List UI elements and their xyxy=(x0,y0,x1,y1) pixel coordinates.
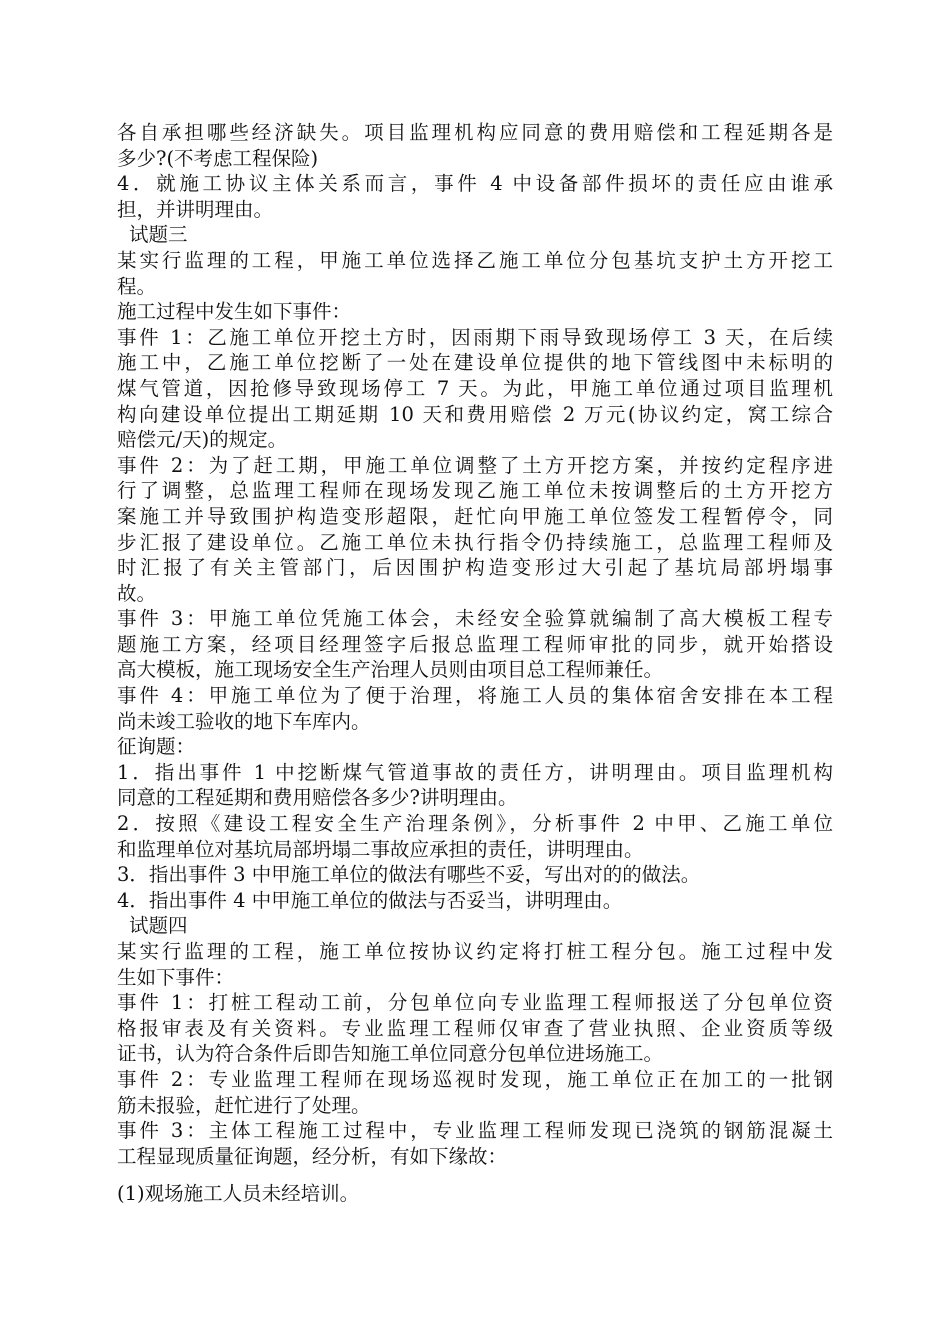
text-line: 程。 xyxy=(117,274,157,298)
text-line: 尚未竣工验收的地下车库内。 xyxy=(117,709,371,733)
paragraph-gap xyxy=(117,1169,833,1181)
text-line: 4．就施工协议主体关系而言，事件 4 中设备部件损坏的责任应由谁承 xyxy=(117,172,833,196)
text-line: 构向建设单位提出工期延期 10 天和费用赔偿 2 万元(协议约定，窝工综合 xyxy=(117,402,833,426)
section-heading: 试题四 xyxy=(129,914,188,938)
text-line: 事件 1：打桩工程动工前，分包单位向专业监理工程师报送了分包单位资 xyxy=(117,991,833,1015)
text-line: 工程显现质量征询题，经分析，有如下缘故： xyxy=(117,1144,508,1168)
text-line: 时汇报了有关主管部门，后因围护构造变形过大引起了基坑局部坍塌事 xyxy=(117,556,833,580)
document-page xyxy=(117,120,833,1207)
text-line: 3．指出事件 3 中甲施工单位的做法有哪些不妥，写出对的的做法。 xyxy=(117,863,701,887)
text-line: 施工中，乙施工单位挖断了一处在建设单位提供的地下管线图中未标明的 xyxy=(117,351,833,375)
text-line: 事件 3：甲施工单位凭施工体会，未经安全验算就编制了高大模板工程专 xyxy=(117,607,833,631)
text-line: 担，并讲明理由。 xyxy=(117,197,274,221)
text-line: 事件 1：乙施工单位开挖土方时，因雨期下雨导致现场停工 3 天，在后续 xyxy=(117,325,833,349)
text-line: 4．指出事件 4 中甲施工单位的做法与否妥当，讲明理由。 xyxy=(117,888,623,912)
text-line: 2．按照《建设工程安全生产治理条例》，分析事件 2 中甲、乙施工单位 xyxy=(117,812,833,836)
text-line: 某实行监理的工程，施工单位按协议约定将打桩工程分包。施工过程中发 xyxy=(117,940,833,963)
text-line: 1．指出事件 1 中挖断煤气管道事故的责任方，讲明理由。项目监理机构 xyxy=(117,760,833,784)
text-line: 和监理单位对基坑局部坍塌二事故应承担的责任，讲明理由。 xyxy=(117,837,644,861)
text-line: 事件 3：主体工程施工过程中，专业监理工程师发现已浇筑的钢筋混凝土 xyxy=(117,1119,833,1143)
text-line: 行了调整，总监理工程师在现场发现乙施工单位未按调整后的土方开挖方 xyxy=(117,479,833,503)
text-line: 赔偿元/天)的规定。 xyxy=(117,428,288,452)
text-line: 征询题： xyxy=(117,735,196,759)
text-line: 煤气管道，因抢修导致现场停工 7 天。为此，甲施工单位通过项目监理机 xyxy=(117,376,833,400)
text-line: 格报审表及有关资料。专业监理工程师仅审查了营业执照、企业资质等级 xyxy=(117,1016,833,1040)
text-line: 事件 2：专业监理工程师在现场巡视时发现，施工单位正在加工的一批钢 xyxy=(117,1067,833,1091)
text-line: 某实行监理的工程，甲施工单位选择乙施工单位分包基坑支护土方开挖工 xyxy=(117,248,833,272)
text-line: 多少?(不考虑工程保险) xyxy=(117,146,319,170)
text-line: 证书，认为符合条件后即告知施工单位同意分包单位进场施工。 xyxy=(117,1042,664,1066)
text-line: 筋未报验，赶忙进行了处理。 xyxy=(117,1093,371,1117)
text-line: 步汇报了建设单位。乙施工单位未执行指令仍持续施工，总监理工程师及 xyxy=(117,530,833,554)
text-line: 案施工并导致围护构造变形超限，赶忙向甲施工单位签发工程暂停令，同 xyxy=(117,504,833,528)
text-line: 故。 xyxy=(117,581,157,605)
text-line: 事件 4：甲施工单位为了便于治理，将施工人员的集体宿舍安排在本工程 xyxy=(117,684,833,708)
text-line: 各自承担哪些经济缺失。项目监理机构应同意的费用赔偿和工程延期各是 xyxy=(117,121,833,144)
text-line: (1)观场施工人员未经培训。 xyxy=(117,1182,360,1206)
section-heading: 试题三 xyxy=(129,223,188,247)
text-line: 事件 2：为了赶工期，甲施工单位调整了土方开挖方案，并按约定程序进 xyxy=(117,453,833,477)
text-line: 同意的工程延期和费用赔偿各多少?讲明理由。 xyxy=(117,786,518,810)
text-line: 题施工方案，经项目经理签字后报总监理工程师审批的同步，就开始搭设 xyxy=(117,632,833,656)
text-line: 生如下事件： xyxy=(117,965,235,989)
text-line: 施工过程中发生如下事件： xyxy=(117,300,352,324)
text-line: 高大模板，施工现场安全生产治理人员则由项目总工程师兼任。 xyxy=(117,658,664,682)
